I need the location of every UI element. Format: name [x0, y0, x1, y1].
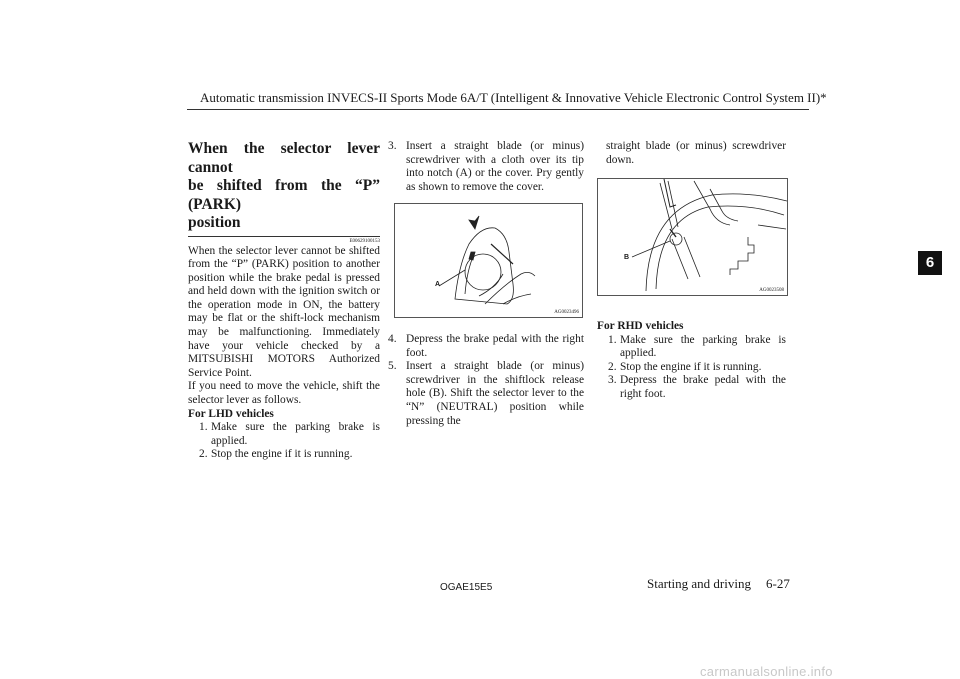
title-rule — [188, 236, 380, 237]
watermark: carmanualsonline.info — [700, 664, 833, 679]
column-left — [188, 140, 380, 462]
column-middle-lower — [388, 333, 584, 428]
list-item: 2. Stop the engine if it is running. — [608, 360, 762, 373]
list-item: 1. Make sure the parking brake is applied. — [608, 333, 786, 360]
intro-paragraph-2: If you need to move the vehicle, shift the selector lever as follows. — [188, 380, 380, 407]
section-title: When the selector lever cannot be shifted from the “P” (PARK) position — [188, 140, 380, 231]
lhd-steps-c — [388, 333, 584, 428]
figure-label-a: A — [435, 281, 441, 288]
lhd-steps-b — [388, 140, 584, 194]
shift-lever-illustration — [395, 204, 582, 317]
figure-label-b: B — [624, 254, 630, 261]
running-header: Automatic transmission INVECS-II Sports Mode 6A/T (Intelligent & Innovative Vehicle Electronic Control System II)* — [200, 90, 827, 105]
lhd-heading: For LHD vehicles — [188, 407, 274, 420]
section-code: E00629100153 — [349, 238, 380, 244]
column-middle — [388, 140, 584, 194]
list-item: 5. Insert a straight blade (or minus) screwdriver in the shiftlock release hole (B). Shift the selector lever to the “N” (NEUTRAL) position while pressing the — [388, 360, 584, 427]
header-rule — [187, 109, 809, 110]
list-item: 3. Depress the brake pedal with the right foot. — [608, 374, 786, 400]
list-item: 2. Stop the engine if it is running. — [199, 448, 353, 461]
column-right — [606, 140, 786, 167]
figure-shift-cover — [394, 203, 583, 318]
figure-id: AG0023496 — [554, 310, 579, 315]
figure-shiftlock-release — [597, 178, 788, 296]
intro-paragraph: When the selector lever cannot be shifted from the “P” (PARK) position to another position while the brake pedal is pressed and held down with the ignition switch or the operation mode in ON, the battery may be flat or the shift-lock mechanism may be malfunctioning. Immediately have your vehicle checked by a MITSUBISHI MOTORS Authorized Service Point. — [188, 244, 380, 379]
chapter-tab: 6 — [918, 251, 942, 275]
rhd-steps — [597, 334, 786, 402]
footer-code: OGAE15E5 — [440, 582, 493, 593]
page-number: 6-27 — [766, 576, 790, 591]
list-item: 1. Make sure the parking brake is applied. — [199, 421, 380, 447]
footer-section: Starting and driving — [647, 576, 751, 591]
rhd-heading: For RHD vehicles — [597, 320, 684, 332]
lhd-steps-a — [188, 421, 380, 462]
shiftlock-illustration — [598, 179, 787, 295]
column-right-lower — [597, 320, 786, 402]
figure-id: AG0023508 — [759, 288, 784, 293]
step-continuation: straight blade (or minus) screwdriver down. — [606, 140, 786, 166]
list-item: 4. Depress the brake pedal with the right foot. — [388, 333, 584, 359]
list-item: 3. Insert a straight blade (or minus) screwdriver with a cloth over its tip into notch (A) or the cover. Pry gently as shown to remove the cover. — [388, 140, 584, 193]
